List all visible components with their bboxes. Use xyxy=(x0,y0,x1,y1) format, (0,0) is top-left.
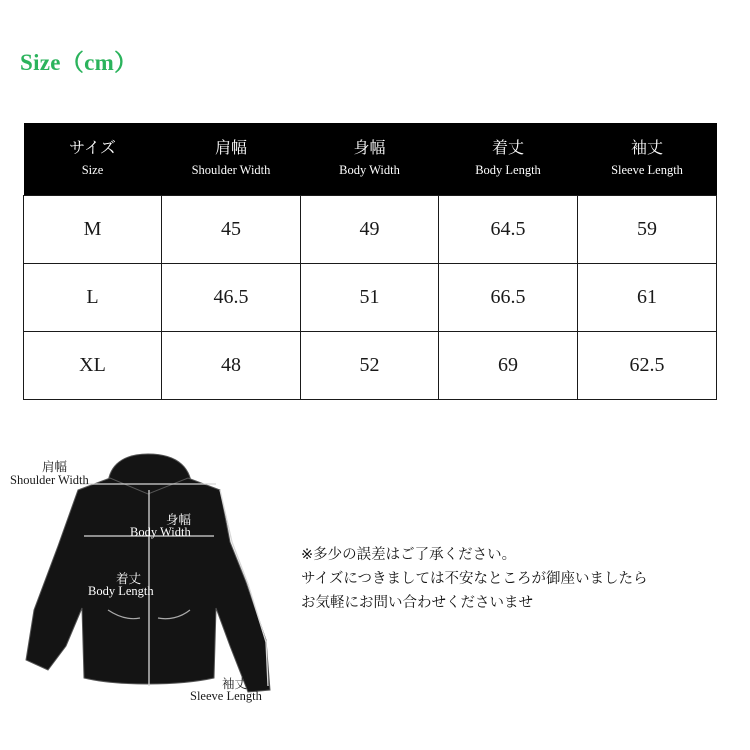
size-table xyxy=(23,123,717,400)
table-cell: 64.5 xyxy=(439,196,578,264)
table-cell: 46.5 xyxy=(162,264,301,332)
table-row xyxy=(24,264,717,332)
body-length-label-en: Body Length xyxy=(88,584,154,598)
table-cell: 61 xyxy=(578,264,717,332)
body-width-label-en: Body Width xyxy=(130,525,191,539)
table-cell: 52 xyxy=(301,332,439,400)
table-cell: 48 xyxy=(162,332,301,400)
body-width-label-jp: 身幅 xyxy=(166,513,192,527)
note-line: ※多少の誤差はご了承ください。 xyxy=(301,547,517,563)
table-cell: 59 xyxy=(578,196,717,264)
table-cell: 51 xyxy=(301,264,439,332)
table-cell: M xyxy=(24,196,162,264)
table-cell: 66.5 xyxy=(439,264,578,332)
table-header-row xyxy=(24,123,717,196)
sleeve-label-jp: 袖丈 xyxy=(222,677,248,691)
table-cell: 69 xyxy=(439,332,578,400)
header-body-width: 身幅 Body Width xyxy=(301,123,439,196)
table-row xyxy=(24,332,717,400)
sleeve-label-en: Sleeve Length xyxy=(190,689,262,703)
body-length-label-jp: 着丈 xyxy=(116,572,142,586)
header-shoulder-width: 肩幅 Shoulder Width xyxy=(162,123,301,196)
note-text xyxy=(301,543,648,615)
table-row xyxy=(24,196,717,264)
note-line: お気軽にお問い合わせくださいませ xyxy=(301,595,533,611)
jacket-diagram xyxy=(8,450,298,710)
note-line: サイズにつきましては不安なところが御座いましたら xyxy=(301,571,648,587)
shoulder-label-en: Shoulder Width xyxy=(10,473,89,487)
header-sleeve-length: 袖丈 Sleeve Length xyxy=(578,123,717,196)
page-title: Size（cm） xyxy=(20,50,138,75)
table-cell: 49 xyxy=(301,196,439,264)
table-cell: 62.5 xyxy=(578,332,717,400)
table-cell: 45 xyxy=(162,196,301,264)
header-body-length: 着丈 Body Length xyxy=(439,123,578,196)
shoulder-label-jp: 肩幅 xyxy=(42,460,68,474)
header-size: サイズ Size xyxy=(24,123,162,196)
table-cell: XL xyxy=(24,332,162,400)
table-cell: L xyxy=(24,264,162,332)
